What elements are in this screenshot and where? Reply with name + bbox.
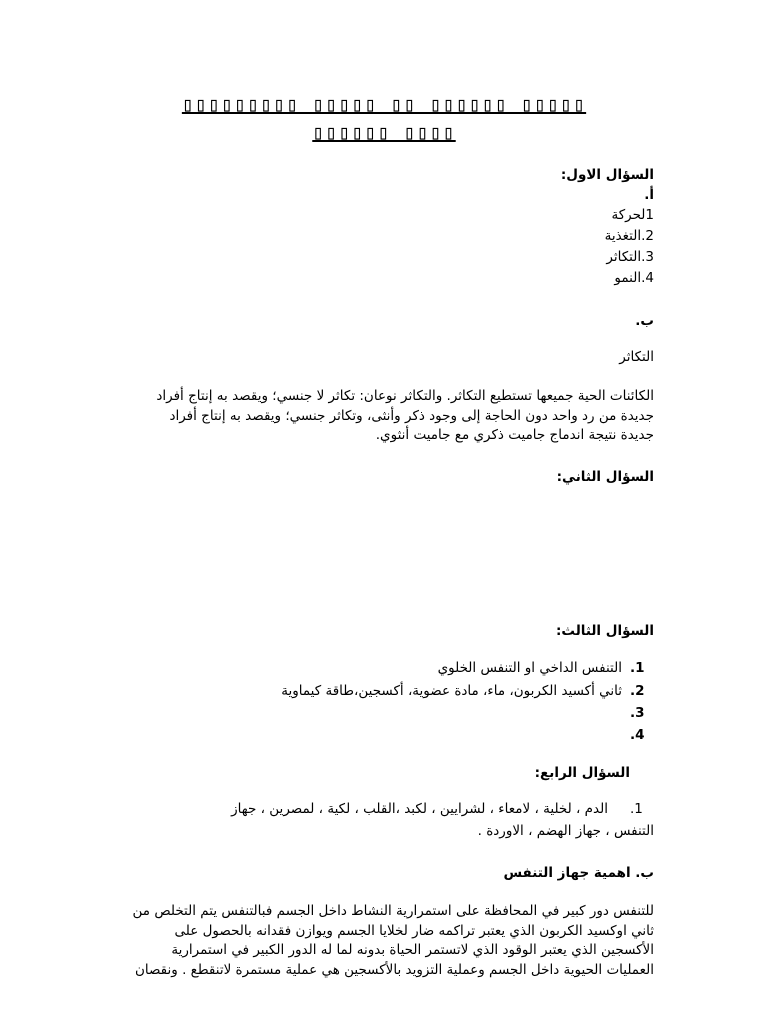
q4-paragraph <box>128 902 654 980</box>
q3-item-number: 4. <box>630 727 645 743</box>
q1-item-4: 4.النمو <box>614 270 654 286</box>
q3-item-text: التنفس الداخي او التنفس الخلوي <box>437 660 622 676</box>
q1-part-a: أ. <box>644 187 654 203</box>
q3-item-1 <box>438 660 654 676</box>
q3-item-3 <box>630 705 654 721</box>
q4-item-1-line2: التنفس ، جهاز الهضم ، الاوردة . <box>477 823 654 839</box>
q3-item-number: 1. <box>630 660 645 676</box>
q3-item-number: 3. <box>630 705 645 721</box>
document-title-line1: ▯▯▯▯▯▯▯▯▯ ▯▯▯▯▯ ▯▯ ▯▯▯▯▯▯ ▯▯▯▯▯ <box>181 92 587 116</box>
q1-item-1: 1لحركة <box>611 207 654 223</box>
q1-item-2: 2.التغذية <box>604 228 654 244</box>
q4-paragraph-line: العمليات الحيوية داخل الجسم وعملية التزويد بالأكسجين هي عملية مستمرة لاتنقطع . ونقصان <box>134 961 654 978</box>
q4-item-1-text: الدم ، لخلية ، لامعاء ، لشرايين ، لكبد ،القلب ، لكية ، لمصرين ، جهاز <box>231 801 608 817</box>
q4-paragraph-line: للتنفس دور كبير في المحافظة على استمرارية النشاط داخل الجسم فبالتنفس يتم التخلص من <box>132 903 654 919</box>
q4-paragraph-line: ثاني اوكسيد الكربون الذي يعتبر تراكمه ضار لخلايا الجسم ويوازن فقدانه بالحصول على <box>174 922 654 939</box>
q1-paragraph-line: جديدة من رد واحد دون الحاجة إلى وجود ذكر وأنثى، وتكاثر جنسي؛ ويقصد به إنتاج أفراد <box>169 407 654 424</box>
q4-paragraph-line: الأكسجين الذي يعتبر الوقود الذي لاتستمر الحياة بدونه لما له الدور الكبير في استمرارية <box>171 942 654 958</box>
q4-item-1-line1 <box>231 801 654 817</box>
document-title-line2: ▯▯▯▯▯▯ ▯▯▯▯ <box>312 120 456 144</box>
q3-item-text: ثاني أكسيد الكربون، ماء، مادة عضوية، أكسجين،طاقة كيماوية <box>281 683 622 699</box>
q1-part-b: ب. <box>635 313 654 329</box>
q1-paragraph-line: الكائنات الحية جميعها تستطيع التكاثر. والتكاثر نوعان: تكاثر لا جنسي؛ ويقصد به إنتاج أفراد <box>156 388 654 404</box>
q1-paragraph-line: جديدة نتيجة اندماج جاميت ذكري مع جاميت أنثوي. <box>375 427 654 443</box>
q1-heading: السؤال الاول: <box>560 167 654 183</box>
q3-item-number: 2. <box>630 683 645 699</box>
q4-heading: السؤال الرابع: <box>534 765 630 781</box>
q3-item-4 <box>630 727 654 743</box>
q1-paragraph <box>128 387 654 446</box>
q1-item-3: 3.التكاثر <box>606 249 654 265</box>
q3-heading: السؤال الثالث: <box>556 623 654 639</box>
q3-item-2 <box>281 683 654 699</box>
q4-part-b-heading: ب. اهمية جهاز التنفس <box>503 865 654 881</box>
q1-answer-title: التكاثر <box>619 349 654 365</box>
q2-heading: السؤال الثاني: <box>556 469 654 485</box>
q4-item-number: 1. <box>630 801 643 817</box>
